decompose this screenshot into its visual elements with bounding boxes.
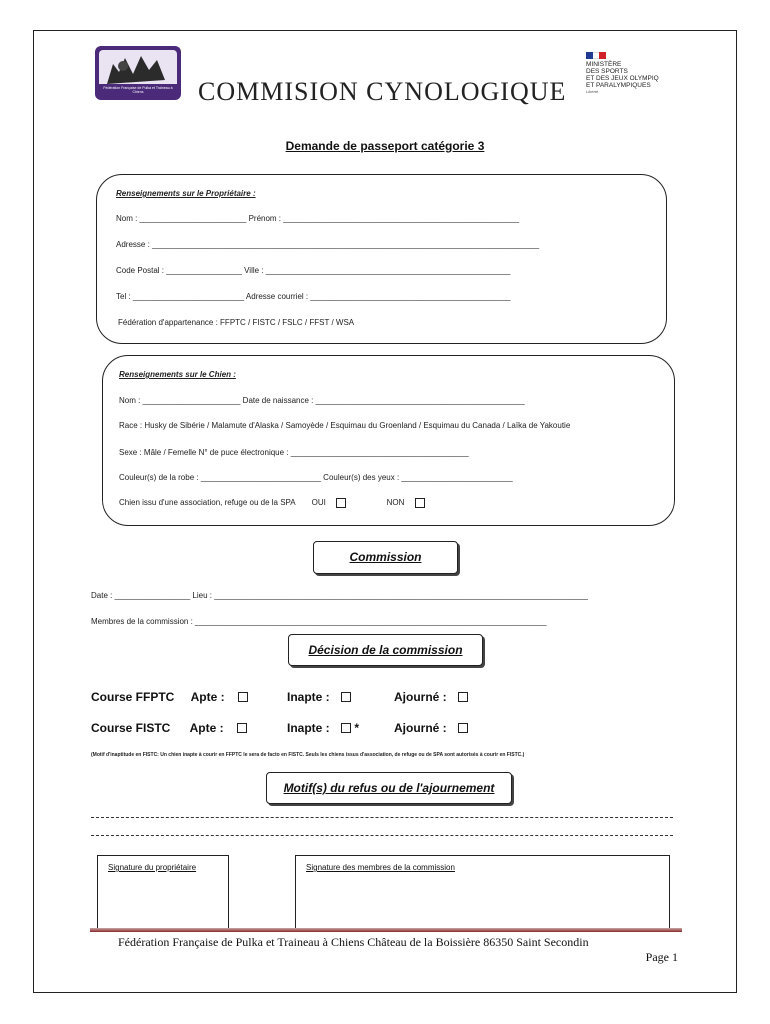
decision-row-fistc-ajourne bbox=[394, 721, 468, 735]
ffptc-apte-checkbox[interactable] bbox=[238, 692, 248, 702]
owner-signature-label: Signature du propriétaire bbox=[108, 863, 197, 872]
inapte-label: Inapte : bbox=[287, 721, 330, 735]
motif-line[interactable] bbox=[91, 835, 673, 836]
ajourne-label: Ajourné : bbox=[394, 690, 447, 704]
dog-spa-row bbox=[119, 498, 425, 508]
apte-label: Apte : bbox=[190, 690, 225, 704]
header-title: COMMISION CYNOLOGIQUE bbox=[198, 77, 567, 106]
owner-adresse-field[interactable]: Adresse : _______________________________________________________________________________________ bbox=[116, 240, 540, 249]
owner-federation: Fédération d'appartenance : FFPTC / FISTC / FSLC / FFST / WSA bbox=[118, 318, 355, 327]
inapte-label: Inapte : bbox=[287, 690, 330, 704]
dog-sexe-field[interactable]: Sexe : Mâle / Femelle N° de puce électronique : ________________________________________ bbox=[119, 448, 469, 457]
members-signature-label: Signature des membres de la commission bbox=[306, 863, 455, 872]
ministry-motto: Liberté bbox=[586, 89, 599, 94]
commission-date-lieu-field[interactable]: Date : _________________ Lieu : ____________________________________________________________________________________ bbox=[91, 591, 588, 600]
decision-title: Décision de la commission bbox=[288, 634, 483, 666]
fistc-apte-checkbox[interactable] bbox=[237, 723, 247, 733]
owner-tel-field[interactable]: Tel : _________________________ Adresse courriel : _____________________________________________ bbox=[116, 292, 511, 301]
spa-non-checkbox[interactable] bbox=[415, 498, 425, 508]
decision-row-ffptc-inapte bbox=[287, 690, 351, 704]
ajourne-label: Ajourné : bbox=[394, 721, 447, 735]
decision-row-ffptc-ajourne bbox=[394, 690, 468, 704]
spa-non-label: NON bbox=[386, 498, 405, 508]
fistc-inapte-checkbox[interactable] bbox=[341, 723, 351, 733]
page-number: Page 1 bbox=[645, 950, 678, 964]
commission-title: Commission bbox=[313, 541, 458, 574]
dog-nom-field[interactable]: Nom : ______________________ Date de naissance : _______________________________________________ bbox=[119, 396, 525, 405]
course-label: Course FFPTC bbox=[91, 690, 175, 704]
ministry-logo bbox=[586, 52, 686, 94]
owner-heading: Renseignements sur le Propriétaire : bbox=[116, 189, 256, 198]
owner-code-postal-field[interactable]: Code Postal : _________________ Ville : _______________________________________________________ bbox=[116, 266, 511, 275]
dog-race: Race : Husky de Sibérie / Malamute d'Alaska / Samoyède / Esquimau du Groenland / Esquimau du Canada / Laïka de Yakoutie bbox=[119, 421, 571, 430]
fistc-note: (Motif d'inaptitude en FISTC: Un chien inapte à courir en FFPTC le sera de facto en FISTC. Seuls les chiens issus d'association, de refuge ou de SPA sont autorisés à courir en FISTC.) bbox=[91, 752, 525, 758]
inapte-asterisk: * bbox=[354, 721, 360, 735]
ministry-name: MINISTÈRE DES SPORTS ET DES JEUX OLYMPIQ ET PARALYMPIQUES bbox=[586, 61, 659, 89]
dog-couleurs-field[interactable]: Couleur(s) de la robe : ___________________________ Couleur(s) des yeux : _________________________ bbox=[119, 473, 513, 482]
federation-logo bbox=[93, 44, 183, 102]
spa-oui-label: OUI bbox=[311, 498, 326, 508]
ffptc-inapte-checkbox[interactable] bbox=[341, 692, 351, 702]
footer-address: Fédération Française de Pulka et Traineau à Chiens Château de la Boissière 86350 Saint Secondin bbox=[118, 935, 589, 949]
apte-label: Apte : bbox=[189, 721, 224, 735]
spa-question: Chien issu d'une association, refuge ou de la SPA bbox=[119, 498, 296, 508]
french-flag-icon bbox=[586, 52, 606, 59]
ffptc-ajourne-checkbox[interactable] bbox=[458, 692, 468, 702]
decision-row-ffptc bbox=[91, 690, 248, 704]
motif-line[interactable] bbox=[91, 817, 673, 818]
footer-divider bbox=[90, 928, 682, 932]
decision-row-fistc-inapte bbox=[287, 721, 359, 735]
course-label: Course FISTC bbox=[91, 721, 171, 735]
owner-nom-field[interactable]: Nom : ________________________ Prénom : _____________________________________________________ bbox=[116, 214, 520, 223]
dog-heading: Renseignements sur le Chien : bbox=[119, 370, 236, 379]
commission-membres-field[interactable]: Membres de la commission : _______________________________________________________________________________ bbox=[91, 617, 547, 626]
logo-text: Fédération Française de Pulka et Traîneau à Chiens bbox=[103, 86, 173, 94]
spa-oui-checkbox[interactable] bbox=[336, 498, 346, 508]
fistc-ajourne-checkbox[interactable] bbox=[458, 723, 468, 733]
owner-signature-box[interactable] bbox=[97, 855, 229, 930]
document-title: Demande de passeport catégorie 3 bbox=[285, 139, 485, 153]
members-signature-box[interactable] bbox=[295, 855, 670, 930]
motif-title: Motif(s) du refus ou de l'ajournement bbox=[266, 772, 512, 804]
decision-row-fistc bbox=[91, 721, 247, 735]
